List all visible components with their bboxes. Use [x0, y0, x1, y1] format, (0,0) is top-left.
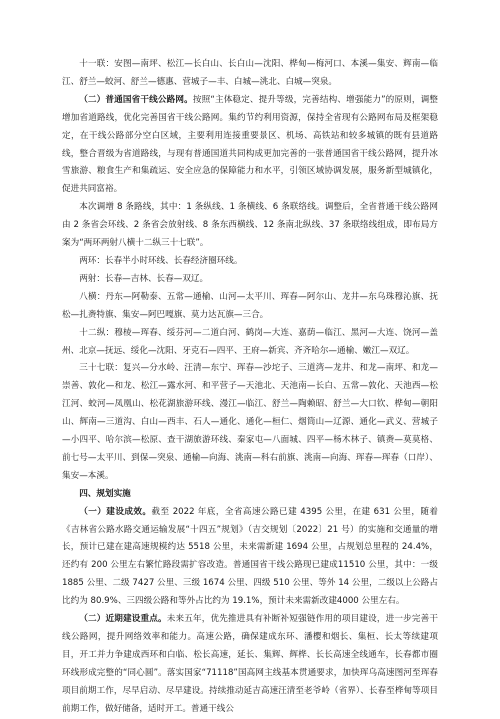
section-heading-implementation: 四、规划实施	[79, 488, 131, 499]
paragraph-text: 按照“主体稳定、提升等级，完善结构、增强能力”的原则，调整增加省道路线，优化完善国省干线公路网。集约节约利用资源，保持全省现有公路网布局及框架稳定，在干线公路部分空白区域，主要利用连接重要景区、机场、高铁站和较多城镇的既有县道路线，整合晋级为省道路线，与现有普通国道共同构成更加完善的一张普通国省干线公路网，提升冰雪旅游、粮食生产和集疏运、安全应急的保障能力和水平，引领区域协调发展，服务新型城镇化，促进共同富裕。	[62, 94, 438, 195]
paragraph-eight-horizontals: 八横：丹东—阿勒泰、五常—通榆、山河—太平川、珲春—阿尔山、龙井—东乌珠穆沁旗、抚松—扎赉特旗、集安—阿巴嘎旗、莫力达瓦旗—三合。	[62, 291, 438, 320]
section-lead: （二）普通国省干线公路网。	[79, 94, 193, 105]
paragraph-adjustment: 本次调增 8 条路线，其中：1 条纵线、1 条横线、6 条联络线。调整后，全省普通干线公路网由 2 条省会环线、2 条省会放射线、8 条东西横线、12 条南北纵线、37 条联络线组成，即布局方案为“两环两射八横十二纵三十七联”。	[62, 202, 438, 249]
section-lead: （一）建设成效。	[79, 506, 152, 517]
paragraph-eleven-links: 十一联：安图—南坪、松江—长白山、长白山—沈阳、桦甸—梅河口、本溪—集安、辉南—临江、舒兰—蛟河、舒兰—德惠、营城子—丰、白城—洮北、白城—突泉。	[62, 59, 438, 87]
paragraph-construction-results	[62, 504, 438, 611]
section-lead: （二）近期建设重点。	[79, 614, 167, 625]
paragraph-text: 未来五年，优先推进具有补断补短强链作用的项目建设，进一步完善干线公路网，提升网络效率和能力。高速公路，确保建成东环、潘樱和烟长、集桓、长太等续建项目，开工并力争建成西环和白临、松长高速，延长、集辉、辉桦、长长高速全线通车，长春都市圈环线形成完整的“同心圆”。落实国家“71118”国高网主线基本贯通要求，加快珲乌高速图河至珲春项目前期工作，尽早启动、尽早建设。持续推动延吉高速汪清至老爷岭（省界）、长春至桦甸等项目前期工作，做好储备，适时开工。普通干线公	[62, 614, 438, 714]
paragraph-thirty-seven-links: 三十七联：复兴—分水岭、汪清—东宁、珲春—沙坨子、三道湾—龙井、和龙—南坪、和龙—崇善、敦化—和龙、松江—露水河、和平营子—天池北、天池南—长白、五常—敦化、天池西—松江河、蛟河—凤凰山、松花湖旅游环线、漫江—临江、舒兰—陶赖昭、舒兰—大口钦、桦甸—朝阳山、辉南—三道沟、白山—西丰、石人—通化、通化—桓仁、烟筒山—辽源、通化—武义、营城子—小四平、哈尔滨—松原、查干湖旅游环线、秦家屯—八面城、四平—杨木林子、镇赉—莫莫格、前七号—太平川、到保—突泉、通榆—向海、洮南—科右前旗、洮南—向海、珲春—珲春（口岸）、集安—本溪。	[62, 363, 438, 481]
paragraph-text: 截至 2022 年底，全省高速公路已建 4395 公里，在建 631 公里，随着《吉林省公路水路交通运输发展“十四五”规划》（吉交规划〔2022〕21 号）的实施和交通量的增长，预计已建在建高速规模约达 5518 公里，未来需新建 1694 公里，占规划总里程的 24.4%，还约有 200 公里左右繁忙路段需扩容改造。普通国省干线公路现已建成11510 公里，其中：一级 1885 公里、二级 7427 公里、三级 1674 公里、四级 510 公里、等外 14 公里，二级以上公路占比约为 80.9%、三四级公路和等外占比约为 19.1%，预计未来需新改建4000 公里左右。	[62, 506, 438, 607]
paragraph-near-term-priorities	[62, 611, 438, 718]
paragraph-twelve-verticals: 十二纵：穆棱—珲春、绥芬河—二道白河、鹤岗—大连、嘉荫—临江、黑河—大连、饶河—盖州、北京—抚远、绥化—沈阳、牙克石—四平、王府—新宾、齐齐哈尔—通榆、嫩江—双辽。	[62, 327, 438, 356]
paragraph-national-provincial-network	[62, 92, 438, 199]
paragraph-two-rings: 两环：长春半小时环线、长春经济圈环线。	[79, 255, 243, 266]
paragraph-two-radials: 两射：长春—吉林、长春—双辽。	[79, 273, 209, 284]
